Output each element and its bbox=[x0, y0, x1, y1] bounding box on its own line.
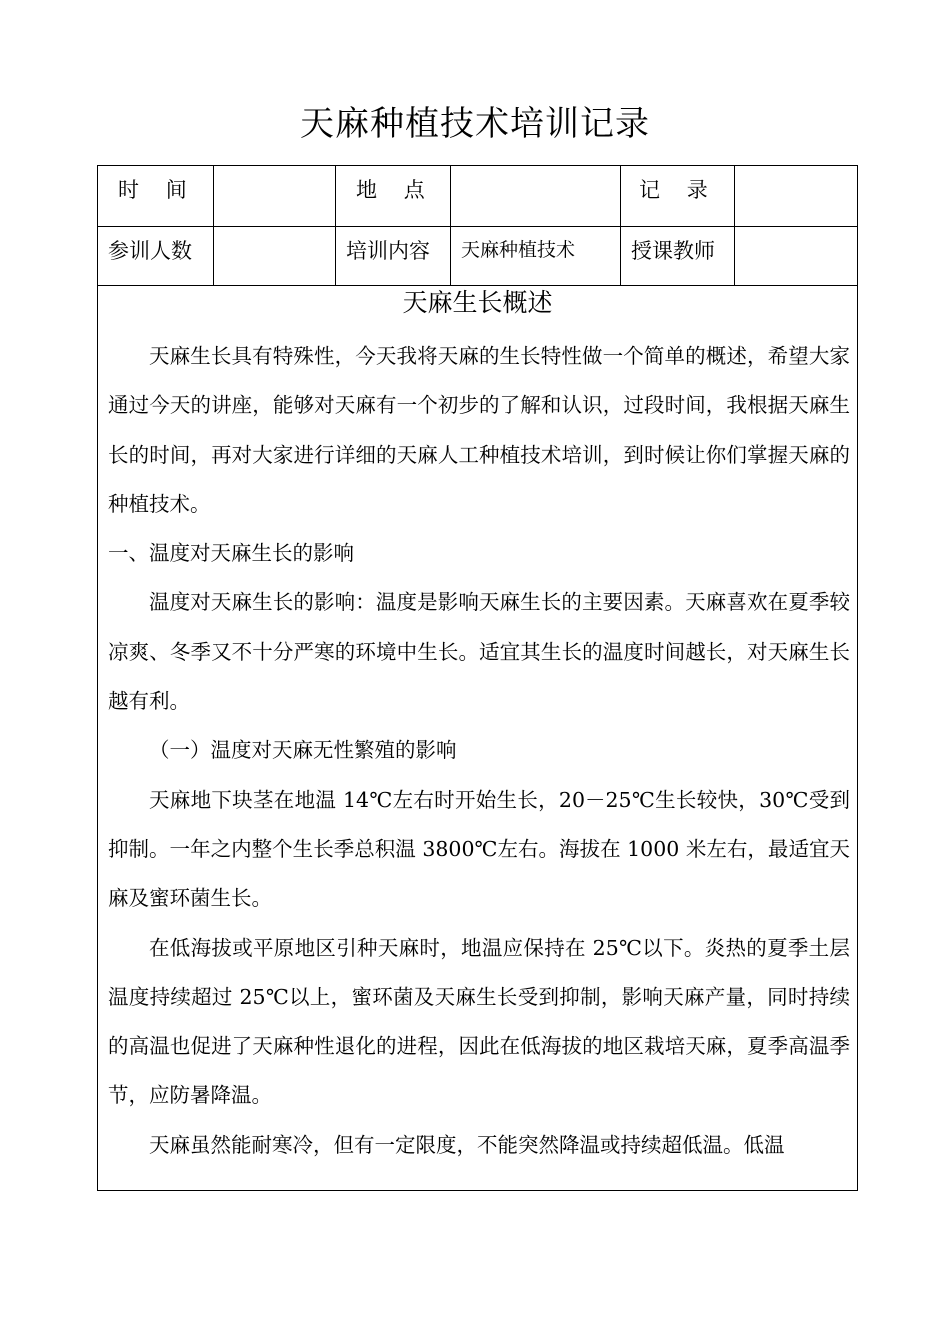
attendees-label: 参训人数 bbox=[108, 239, 192, 263]
subheading-asexual-reproduction: （一）温度对天麻无性繁殖的影响 bbox=[149, 738, 457, 763]
place-value-cell[interactable] bbox=[450, 166, 620, 226]
recorder-value-cell[interactable] bbox=[734, 166, 857, 226]
content-label: 培训内容 bbox=[346, 239, 430, 263]
temperature-paragraph: 温度对天麻生长的影响：温度是影响天麻生长的主要因素。天麻喜欢在夏季较凉爽、冬季又不十分严寒的环境中生长。适宜其生长的温度时间越长，对天麻生长越有利。 bbox=[108, 590, 850, 714]
attendees-label-cell bbox=[98, 227, 213, 285]
attendees-value-cell[interactable] bbox=[213, 227, 335, 285]
content-value-cell[interactable] bbox=[450, 227, 620, 285]
time-label: 时 间 bbox=[118, 178, 187, 202]
cold-tolerance-paragraph: 天麻虽然能耐寒冷，但有一定限度，不能突然降温或持续超低温。低温 bbox=[149, 1132, 785, 1157]
teacher-label: 授课教师 bbox=[631, 239, 715, 263]
header-row-1 bbox=[98, 166, 857, 227]
training-body-text bbox=[108, 332, 850, 1170]
recorder-label: 记 录 bbox=[639, 178, 708, 202]
recorder-label-cell bbox=[620, 166, 734, 226]
place-label: 地 点 bbox=[356, 178, 425, 202]
low-altitude-paragraph: 在低海拔或平原地区引种天麻时，地温应保持在 25℃以下。炎热的夏季土层温度持续超过 25℃以上，蜜环菌及天麻生长受到抑制，影响天麻产量，同时持续的高温也促进了天麻种性退化的进程，因此在低海拔的地区栽培天麻，夏季高温季节，应防暑降温。 bbox=[108, 935, 850, 1108]
content-value: 天麻种植技术 bbox=[461, 239, 576, 261]
header-row-2 bbox=[98, 227, 857, 286]
place-label-cell bbox=[335, 166, 450, 226]
intro-paragraph: 天麻生长具有特殊性，今天我将天麻的生长特性做一个简单的概述，希望大家通过今天的讲座，能够对天麻有一个初步的了解和认识，过段时间，我根据天麻生长的时间，再对大家进行详细的天麻人工种植技术培训，到时候让你们掌握天麻的种植技术。 bbox=[108, 344, 850, 516]
training-content-area bbox=[98, 286, 857, 1190]
tuber-growth-paragraph: 天麻地下块茎在地温 14℃左右时开始生长，20－25℃生长较快，30℃受到抑制。一年之内整个生长季总积温 3800℃左右。海拔在 1000 米左右，最适宜天麻及蜜环菌生长。 bbox=[108, 787, 850, 911]
time-label-cell bbox=[98, 166, 213, 226]
teacher-label-cell bbox=[620, 227, 734, 285]
document-title: 天麻种植技术培训记录 bbox=[300, 104, 650, 144]
section-title: 天麻生长概述 bbox=[402, 288, 553, 317]
time-value-cell[interactable] bbox=[213, 166, 335, 226]
heading-temperature: 一、温度对天麻生长的影响 bbox=[108, 541, 354, 566]
training-record-table bbox=[97, 165, 858, 1191]
content-label-cell bbox=[335, 227, 450, 285]
teacher-value-cell[interactable] bbox=[734, 227, 857, 285]
